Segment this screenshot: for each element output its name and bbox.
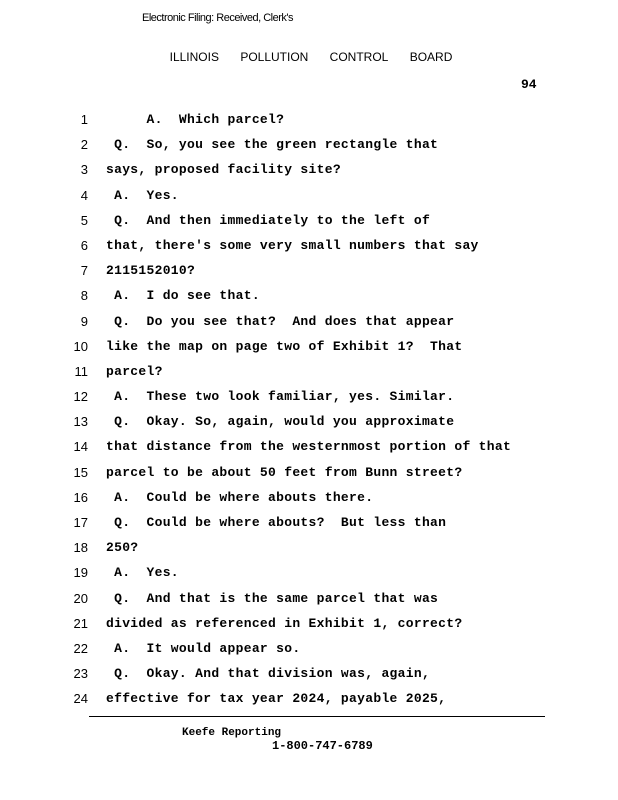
line-text: A. I do see that. <box>106 288 260 304</box>
line-number: 1 <box>80 112 88 127</box>
transcript-line <box>60 389 540 414</box>
footer-divider <box>89 716 545 717</box>
line-number: 9 <box>80 313 88 329</box>
board-title-word: POLLUTION <box>240 50 309 64</box>
footer-phone: 1-800-747-6789 <box>272 739 373 753</box>
line-number: 13 <box>73 414 88 430</box>
transcript-line <box>60 137 540 162</box>
transcript-line <box>60 691 540 716</box>
transcript-line <box>60 439 540 464</box>
line-text: Q. And then immediately to the left of <box>106 212 431 228</box>
transcript-line <box>60 591 540 616</box>
transcript-line <box>60 540 540 565</box>
transcript-line <box>60 616 540 641</box>
line-number: 2 <box>80 137 88 153</box>
line-number: 7 <box>80 263 88 279</box>
line-number: 14 <box>73 439 88 455</box>
transcript-line <box>60 263 540 288</box>
transcript-line <box>60 188 540 213</box>
line-number: 8 <box>80 288 88 304</box>
line-text: that distance from the westernmost portion of that <box>106 439 512 455</box>
transcript-line <box>60 565 540 590</box>
line-text: Q. And that is the same parcel that was <box>106 590 439 606</box>
line-text: 250? <box>106 540 139 556</box>
transcript-line <box>60 112 540 137</box>
line-number: 5 <box>80 212 88 228</box>
transcript-line <box>60 238 540 263</box>
line-text: A. It would appear so. <box>106 640 301 656</box>
line-text: Q. Okay. And that division was, again, <box>106 666 431 682</box>
line-number: 24 <box>73 691 88 707</box>
line-number: 4 <box>80 187 88 203</box>
line-number: 10 <box>73 338 88 354</box>
board-title-word: ILLINOIS <box>169 50 219 64</box>
line-number: 3 <box>80 162 88 178</box>
transcript-line <box>60 490 540 515</box>
line-text: 2115152010? <box>106 263 196 279</box>
transcript-line <box>60 339 540 364</box>
line-text: Q. Do you see that? And does that appear <box>106 313 455 329</box>
line-number: 15 <box>73 464 88 480</box>
line-number: 20 <box>73 590 88 606</box>
line-text: A. Yes. <box>106 565 179 581</box>
line-text: that, there's some very small numbers that say <box>106 237 479 253</box>
line-text: A. Could be where abouts there. <box>106 489 374 505</box>
line-number: 16 <box>73 489 88 505</box>
transcript-line <box>60 414 540 439</box>
line-number: 19 <box>73 565 88 581</box>
filing-stamp: Electronic Filing: Received, Clerk's <box>142 12 293 24</box>
line-text: Q. So, you see the green rectangle that <box>106 137 439 153</box>
board-title-word: BOARD <box>409 50 453 64</box>
line-text: parcel to be about 50 feet from Bunn street? <box>106 464 463 480</box>
line-text: Q. Could be where abouts? But less than <box>106 515 447 530</box>
line-number: 18 <box>73 540 88 556</box>
line-number: 23 <box>73 666 88 682</box>
line-text: parcel? <box>106 363 163 379</box>
transcript-body <box>60 112 540 717</box>
line-number: 6 <box>80 237 88 253</box>
line-text: A. Which parcel? <box>106 112 285 127</box>
line-text: Q. Okay. So, again, would you approximate <box>106 414 455 430</box>
transcript-line <box>60 314 540 339</box>
footer-company: Keefe Reporting <box>182 727 282 739</box>
transcript-line <box>60 515 540 540</box>
transcript-line <box>60 213 540 238</box>
transcript-line <box>60 162 540 187</box>
line-text: A. Yes. <box>106 187 179 203</box>
transcript-line <box>60 288 540 313</box>
line-text: A. These two look familiar, yes. Similar. <box>106 389 455 405</box>
line-text: effective for tax year 2024, payable 2025, <box>106 691 447 707</box>
line-number: 12 <box>73 389 88 405</box>
line-text: divided as referenced in Exhibit 1, correct? <box>106 615 463 631</box>
page-number: 94 <box>521 77 537 92</box>
line-number: 22 <box>73 640 88 656</box>
transcript-line <box>60 666 540 691</box>
transcript-line <box>60 641 540 666</box>
board-title <box>2 50 618 64</box>
transcript-line <box>60 364 540 389</box>
line-text: like the map on page two of Exhibit 1? That <box>106 338 463 354</box>
line-number: 17 <box>73 515 88 530</box>
board-title-word: CONTROL <box>329 50 389 64</box>
line-number: 21 <box>73 615 88 631</box>
line-number: 11 <box>74 363 88 379</box>
line-text: says, proposed facility site? <box>106 162 341 178</box>
transcript-line <box>60 465 540 490</box>
